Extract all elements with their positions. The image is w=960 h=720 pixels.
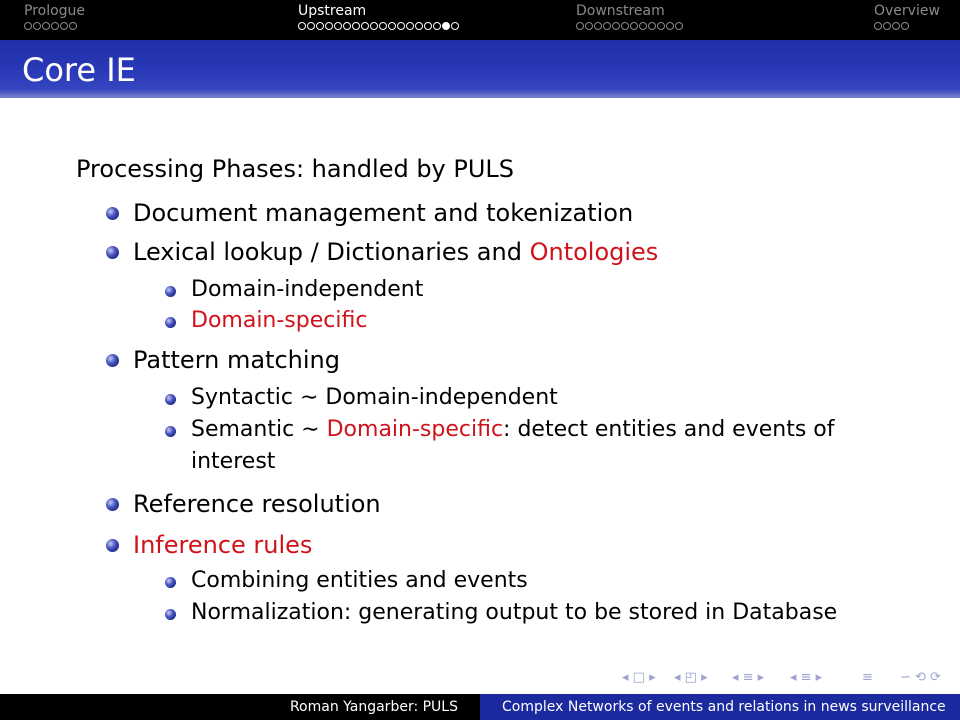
slide-title: Core IE	[22, 51, 136, 89]
nav-frame-dot[interactable]	[442, 22, 450, 30]
section-nav-icon-2[interactable]: ◂ ≡ ▸	[790, 670, 823, 685]
sub-item-semantic	[191, 414, 881, 478]
bullet-icon	[106, 498, 119, 511]
nav-section-overview[interactable]	[874, 2, 940, 30]
bullet-icon	[106, 246, 119, 259]
nav-frame-dot[interactable]	[370, 22, 378, 30]
nav-frame-dot[interactable]	[352, 22, 360, 30]
ontologies-highlight: Ontologies	[529, 238, 659, 266]
nav-frame-dot[interactable]	[603, 22, 611, 30]
nav-frame-dot[interactable]	[585, 22, 593, 30]
nav-frame-dots	[576, 22, 683, 30]
nav-frame-dot[interactable]	[874, 22, 882, 30]
nav-frame-dot[interactable]	[612, 22, 620, 30]
bullet-icon	[106, 207, 119, 220]
footer-author: Roman Yangarber: PULS	[289, 699, 458, 715]
nav-frame-dot[interactable]	[388, 22, 396, 30]
footer	[0, 694, 960, 720]
nav-section-label[interactable]: Downstream	[576, 3, 665, 19]
nav-frame-dot[interactable]	[639, 22, 647, 30]
nav-frame-dot[interactable]	[675, 22, 683, 30]
sub-item-normalization: Normalization: generating output to be stored in Database	[191, 600, 838, 625]
semantic-suffix: : detect entities and events of interest	[191, 417, 835, 474]
sub-bullet-icon	[165, 286, 176, 297]
nav-frame-dot[interactable]	[883, 22, 891, 30]
nav-frame-dot[interactable]	[594, 22, 602, 30]
bullet-icon	[106, 539, 119, 552]
nav-frame-dot[interactable]	[51, 22, 59, 30]
nav-frame-dot[interactable]	[576, 22, 584, 30]
nav-frame-dot[interactable]	[892, 22, 900, 30]
item-inference-rules: Inference rules	[133, 531, 313, 559]
sub-bullet-icon	[165, 609, 176, 620]
subsection-nav-icon[interactable]: ◂ ◰ ▸	[674, 670, 708, 685]
sub-item-domain-independent: Domain-independent	[191, 277, 424, 302]
nav-frame-dot[interactable]	[298, 22, 306, 30]
nav-frame-dots	[298, 22, 459, 30]
section-navigation-bar	[0, 0, 960, 40]
search-icon[interactable]: ∽ ⟲ ⟳	[900, 670, 941, 685]
sub-bullet-icon	[165, 577, 176, 588]
nav-frame-dot[interactable]	[648, 22, 656, 30]
nav-frame-dot[interactable]	[630, 22, 638, 30]
sub-bullet-icon	[165, 394, 176, 405]
nav-section-label[interactable]: Upstream	[298, 3, 367, 19]
lead-text: Processing Phases: handled by PULS	[76, 155, 515, 183]
nav-frame-dot[interactable]	[316, 22, 324, 30]
nav-frame-dots	[24, 22, 85, 30]
nav-section-upstream[interactable]	[298, 2, 459, 30]
align-icon[interactable]: ≡	[862, 670, 873, 685]
sub-bullet-icon	[165, 426, 176, 437]
lexical-text: Lexical lookup / Dictionaries and	[133, 238, 530, 266]
nav-frame-dot[interactable]	[307, 22, 315, 30]
nav-section-label[interactable]: Overview	[874, 3, 940, 19]
nav-frame-dot[interactable]	[24, 22, 32, 30]
section-nav-icon[interactable]: ◂ ≡ ▸	[732, 670, 765, 685]
semantic-highlight: Domain-specific	[326, 417, 504, 442]
item-lexical-lookup	[133, 237, 658, 267]
nav-frame-dot[interactable]	[343, 22, 351, 30]
item-reference-resolution: Reference resolution	[133, 490, 381, 518]
nav-frame-dot[interactable]	[379, 22, 387, 30]
semantic-text: Semantic ∼	[191, 417, 327, 442]
frame-nav-icon[interactable]: ◂ □ ▸	[622, 670, 656, 685]
footer-left	[0, 694, 480, 720]
sub-item-syntactic: Syntactic ∼ Domain-independent	[191, 385, 558, 410]
footer-right	[480, 694, 960, 720]
nav-frame-dot[interactable]	[666, 22, 674, 30]
sub-bullet-icon	[165, 317, 176, 328]
item-pattern-matching: Pattern matching	[133, 346, 340, 374]
nav-frame-dot[interactable]	[60, 22, 68, 30]
sub-item-domain-specific: Domain-specific	[191, 308, 368, 333]
nav-frame-dot[interactable]	[397, 22, 405, 30]
nav-frame-dot[interactable]	[334, 22, 342, 30]
item-document-management: Document management and tokenization	[133, 199, 634, 227]
nav-section-downstream[interactable]	[576, 2, 683, 30]
nav-frame-dot[interactable]	[901, 22, 909, 30]
nav-frame-dot[interactable]	[325, 22, 333, 30]
bullet-icon	[106, 354, 119, 367]
nav-frame-dots	[874, 22, 940, 30]
nav-frame-dot[interactable]	[433, 22, 441, 30]
nav-section-prologue[interactable]	[24, 2, 85, 30]
nav-frame-dot[interactable]	[361, 22, 369, 30]
sub-item-combining: Combining entities and events	[191, 568, 528, 593]
nav-frame-dot[interactable]	[33, 22, 41, 30]
nav-frame-dot[interactable]	[451, 22, 459, 30]
nav-frame-dot[interactable]	[42, 22, 50, 30]
nav-frame-dot[interactable]	[621, 22, 629, 30]
footer-talk-title: Complex Networks of events and relations in news surveillance	[502, 699, 946, 715]
nav-frame-dot[interactable]	[424, 22, 432, 30]
title-bar	[0, 40, 960, 98]
nav-frame-dot[interactable]	[657, 22, 665, 30]
nav-section-label[interactable]: Prologue	[24, 3, 86, 19]
nav-frame-dot[interactable]	[69, 22, 77, 30]
nav-frame-dot[interactable]	[415, 22, 423, 30]
nav-frame-dot[interactable]	[406, 22, 414, 30]
